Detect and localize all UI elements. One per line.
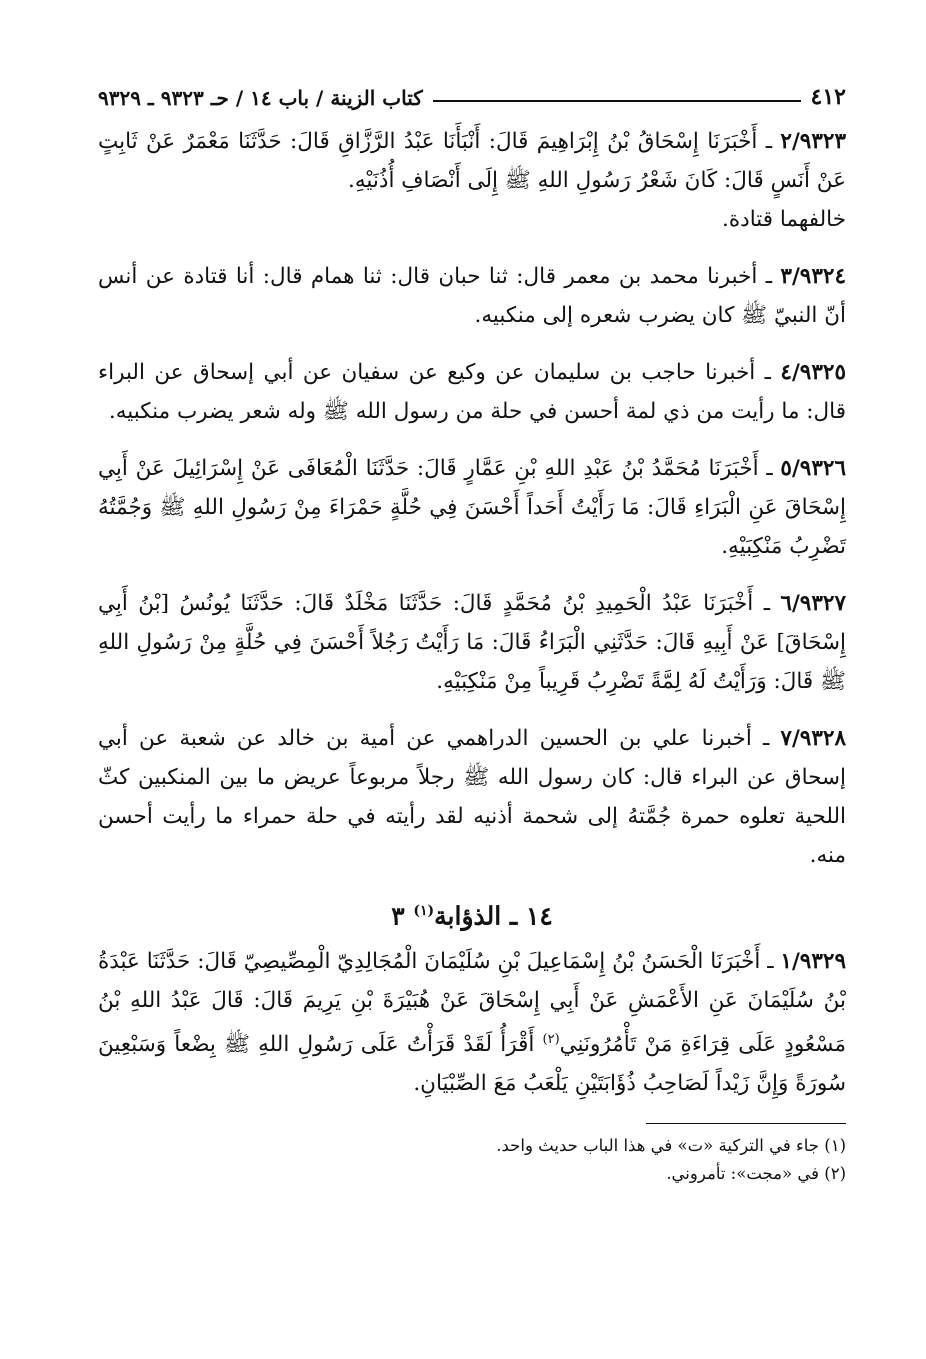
- hadith-text: ـ أَخْبَرَنَا الْحَسَنُ بْنُ إِسْمَاعِيلَ بْنِ سُلَيْمَانَ الْمُجَالِدِيّ الْمِصِّيصِيّ قَالَ: حَدَّثَنَا عَبْدَةُ بْنُ سُلَيْمَانَ عَنِ الأَعْمَشِ عَنْ أَبِي إِسْحَاقَ عَنْ هُبَيْرَةَ بْنِ يَرِيمَ قَالَ: قَالَ عَبْدُ اللهِ بْنُ مَسْعُودٍ عَلَى قِرَاءَةِ مَنْ تَأْمُرُونَنِي: [98, 949, 846, 1058]
- hadith-number: ٧/٩٣٢٨: [780, 726, 846, 751]
- footnote-ref: (٢): [542, 1032, 560, 1048]
- hadith-number: ٣/٩٣٢٤: [780, 264, 846, 289]
- hadith-text: أَقْرَأُ لَقَدْ قَرَأْتُ عَلَى رَسُولِ اللهِ ﷺ بِضْعاً وَسَبْعِينَ سُورَةً وَإِنَّ زَيْداً لَصَاحِبُ ذُؤَابَتَيْنِ يَلْعَبُ مَعَ الصِّبْيَانِ.: [98, 1032, 846, 1097]
- footnote-ref: (١): [413, 903, 435, 919]
- hadith-note: خالفهما قتادة.: [722, 207, 846, 232]
- section-title: [98, 889, 846, 938]
- footnote: (١) جاء في التركية «ت» في هذا الباب حديث واحد.: [496, 1136, 846, 1156]
- hadith-paragraph: [98, 449, 846, 566]
- hadith-paragraph: [98, 122, 846, 200]
- hadith-text: ـ أَخْبَرَنَا مُحَمَّدُ بْنُ عَبْدِ اللهِ بْنِ عَمَّارٍ قَالَ: حَدَّثَنَا الْمُعَافَى عَنْ إِسْرَائِيلَ عَنْ أَبِي إِسْحَاقَ عَنِ الْبَرَاءِ قَالَ: مَا رَأَيْتُ أَحَداً أَحْسَنَ فِي حُلَّةٍ حَمْرَاءَ مِنْ رَسُولِ اللهِ ﷺ وَجُمَّتُهُ تَضْرِبُ مَنْكِبَيْهِ.: [98, 456, 846, 559]
- hadith-paragraph: [98, 584, 846, 701]
- hadith-text: ـ أخبرنا محمد بن معمر قال: ثنا حبان قال: ثنا همام قال: أنا قتادة عن أنس أنّ النبيّ ﷺ كان يضرب شعره إلى منكبيه.: [98, 264, 846, 328]
- hadith-text: ـ أَخْبَرَنَا عَبْدُ الْحَمِيدِ بْنُ مُحَمَّدٍ قَالَ: حَدَّثَنَا مَخْلَدٌ قَالَ: حَدَّثَنَا يُونُسُ [بْنُ أَبِي إِسْحَاقَ] عَنْ أَبِيهِ قَالَ: حَدَّثَنِي الْبَرَاءُ قَالَ: مَا رَأَيْتُ رَجُلاً أَحْسَنَ فِي حُلَّةٍ مِنْ رَسُولِ اللهِ ﷺ قَالَ: وَرَأَيْتُ لَهُ لِمَّةً تَضْرِبُ قَرِيباً مِنْ مَنْكِبَيْهِ.: [98, 591, 846, 694]
- hadith-paragraph: [98, 719, 846, 875]
- hadith-text: ـ أخبرنا حاجب بن سليمان عن وكيع عن سفيان عن أبي إسحاق عن البراء قال: ما رأيت من ذي لمة أحسن في حلة من رسول الله ﷺ وله شعر يضرب منكبيه.: [98, 360, 846, 424]
- footnote-separator: [646, 1123, 846, 1124]
- page-header: [98, 78, 846, 110]
- hadith-number: ٥/٩٣٢٦: [780, 456, 846, 481]
- hadith-paragraph: [98, 257, 846, 335]
- hadith-number: ٢/٩٣٢٣: [780, 129, 846, 154]
- hadith-paragraph: [98, 353, 846, 431]
- page-number: ٤١٢: [810, 84, 846, 110]
- running-title: كتاب الزينة / باب ١٤ / حـ ٩٣٢٣ ـ ٩٣٢٩: [98, 86, 423, 110]
- page: [98, 78, 846, 1188]
- hadith-paragraph: [98, 942, 846, 1103]
- footnote: (٢) في «مجت»: تأمروني.: [666, 1164, 846, 1184]
- hadith-number: ٦/٩٣٢٧: [780, 591, 846, 616]
- hadith-number: ٤/٩٣٢٥: [780, 360, 846, 385]
- hadith-text: ـ أَخْبَرَنَا إِسْحَاقُ بْنُ إِبْرَاهِيمَ قَالَ: أَنْبَأَنَا عَبْدُ الرَّزَّاقِ قَالَ: حَدَّثَنَا مَعْمَرٌ عَنْ ثَابِتٍ عَنْ أَنَسٍ قَالَ: كَانَ شَعْرُ رَسُولِ اللهِ ﷺ إِلَى أَنْصَافِ أُذُنَيْهِ.: [98, 129, 846, 193]
- section-title-text: ١٤ ـ الذؤابة: [434, 901, 553, 931]
- section-title-suffix: ٣: [391, 901, 414, 931]
- header-rule: [433, 100, 801, 102]
- hadith-number: ١/٩٣٢٩: [780, 949, 846, 975]
- hadith-text: ـ أخبرنا علي بن الحسين الدراهمي عن أمية بن خالد عن شعبة عن أبي إسحاق عن البراء قال: كان رسول الله ﷺ رجلاً مربوعاً عريض ما بين المنكبين كثّ اللحية تعلوه حمرة جُمَّتهُ إلى شحمة أذنيه لقد رأيته في حلة حمراء ما رأيت أحسن منه.: [98, 726, 846, 868]
